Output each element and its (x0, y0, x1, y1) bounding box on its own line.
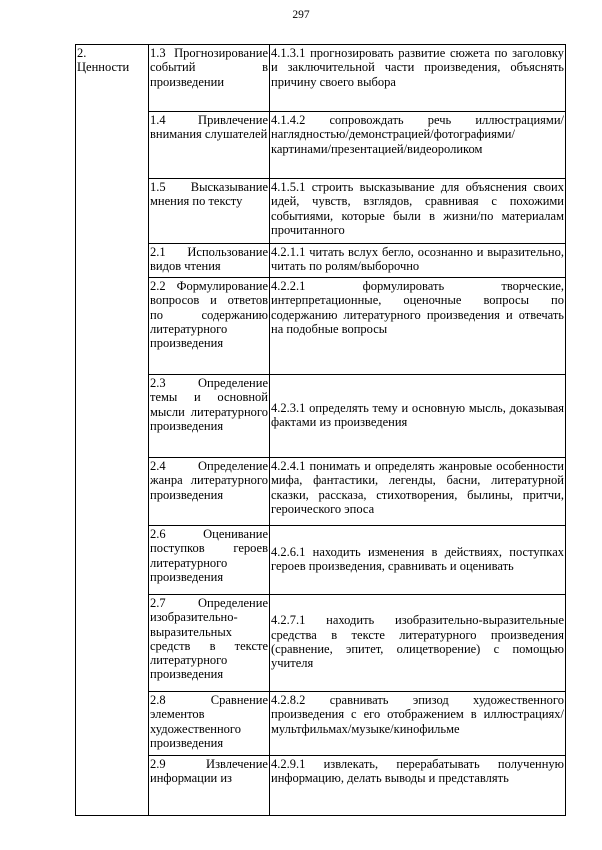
skill-cell: 2.2 Формулирование вопросов и ответов по содержанию литературного произведения (149, 278, 270, 375)
outcome-cell: 4.2.2.1 формулировать творческие, интерпретационные, оценочные вопросы по содержанию литературного произведения и отвечать на подобные вопросы (270, 278, 566, 375)
skill-cell: 2.4 Определение жанра литературного произведения (149, 458, 270, 526)
skill-cell: 2.8 Сравнение элементов художественного произведения (149, 692, 270, 756)
table-row (76, 375, 566, 458)
skill-cell: 2.1 Использование видов чтения (149, 244, 270, 278)
table-row (76, 278, 566, 375)
outcome-cell: 4.2.7.1 находить изобразительно-выразительные средства в тексте литературного произведения (сравнение, эпитет, олицетворение) с помощью учителя (270, 595, 566, 692)
table-row (76, 244, 566, 278)
curriculum-table (75, 44, 566, 816)
outcome-cell: 4.1.3.1 прогнозировать развитие сюжета по заголовку и заключительной части произведения, объяснять причину своего выбора (270, 45, 566, 112)
outcome-cell: 4.2.9.1 извлекать, перерабатывать полученную информацию, делать выводы и представлять (270, 756, 566, 816)
outcome-cell: 4.1.5.1 строить высказывание для объяснения своих идей, чувств, взглядов, сравнивая с похожими событиями, которые были в жизни/по материалам прочитанного (270, 179, 566, 244)
skill-cell: 2.6 Оценивание поступков героев литературного произведения (149, 526, 270, 595)
outcome-cell: 4.1.4.2 сопровождать речь иллюстрациями/наглядностью/демонстрацией/фотографиями/картинами/презентацией/видеороликом (270, 112, 566, 179)
table-row (76, 45, 566, 112)
table-row (76, 692, 566, 756)
table-row (76, 756, 566, 816)
outcome-cell: 4.2.8.2 сравнивать эпизод художественного произведения с его отображением в иллюстрациях/мультфильмах/музыке/кинофильме (270, 692, 566, 756)
table-row (76, 526, 566, 595)
table-row (76, 458, 566, 526)
group-title: Ценности (77, 60, 130, 75)
skill-cell: 1.4 Привлечение внимания слушателей (149, 112, 270, 179)
skill-cell: 2.7 Определение изобразительно-выразительных средств в тексте литературного произведения (149, 595, 270, 692)
page-number: 297 (292, 9, 310, 21)
outcome-cell: 4.2.1.1 читать вслух бегло, осознанно и выразительно, читать по ролям/выборочно (270, 244, 566, 278)
table-row (76, 179, 566, 244)
page-bottom-margin (75, 820, 561, 850)
skill-cell: 1.5 Высказывание мнения по тексту (149, 179, 270, 244)
group-number: 2. (77, 46, 87, 60)
skill-cell: 1.3 Прогнозирование событий в произведении (149, 45, 270, 112)
table-row (76, 595, 566, 692)
group-cell (76, 45, 149, 816)
outcome-cell: 4.2.4.1 понимать и определять жанровые особенности мифа, фантастики, легенды, басни, литературной сказки, рассказа, стихотворения, былины, притчи, героического эпоса (270, 458, 566, 526)
skill-cell: 2.3 Определение темы и основной мысли литературного произведения (149, 375, 270, 458)
skill-cell: 2.9 Извлечение информации из (149, 756, 270, 816)
outcome-cell: 4.2.6.1 находить изменения в действиях, поступках героев произведения, сравнивать и оценивать (270, 526, 566, 595)
table-row (76, 112, 566, 179)
outcome-cell: 4.2.3.1 определять тему и основную мысль, доказывая фактами из произведения (270, 375, 566, 458)
